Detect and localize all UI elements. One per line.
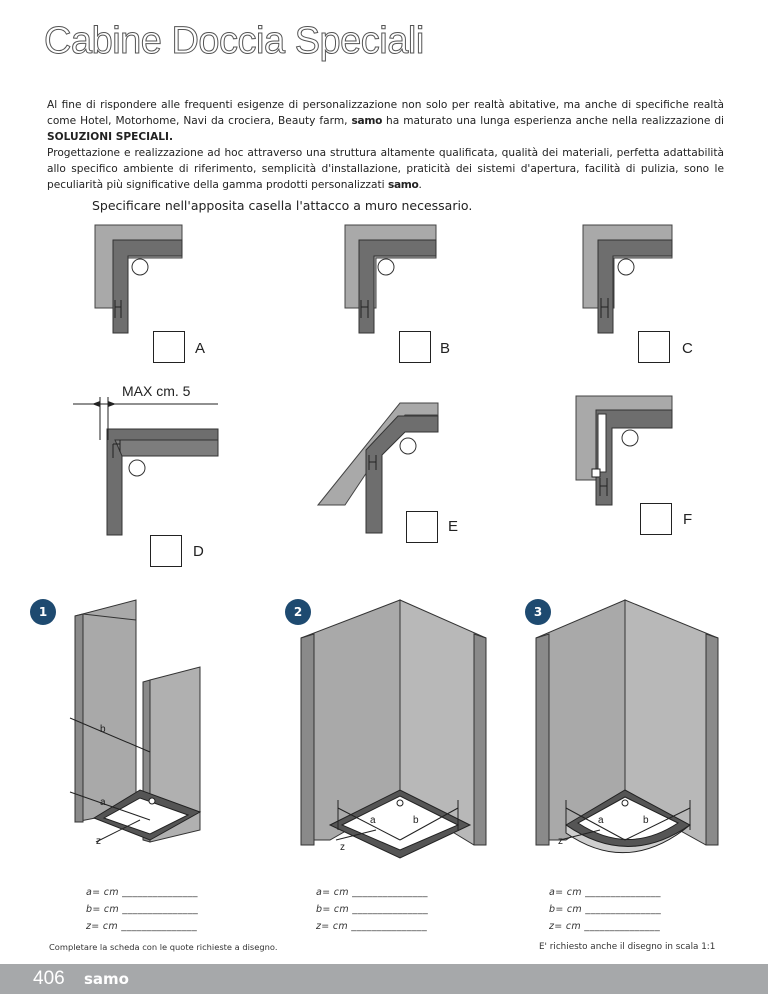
dim-label-z-3: z (558, 836, 563, 847)
footer-brand: samo (84, 970, 129, 988)
dim-label-b-3: b (643, 815, 649, 826)
option-label-a: A (195, 340, 206, 357)
dimension-fields-2 (316, 884, 428, 935)
note-scale-drawing: E' richiesto anche il disegno in scala 1:1 (539, 942, 716, 952)
intro-strong: SOLUZIONI SPECIALI. (47, 131, 173, 143)
dim-label-a-3: a (598, 815, 604, 826)
intro-text: ha maturato una lunga esperienza anche nella realizzazione di (382, 115, 725, 127)
dimension-fields-3 (549, 884, 661, 935)
dim-field-z-3[interactable]: z= cm _______________ (549, 921, 661, 932)
dim-label-z-2: z (340, 842, 345, 853)
dim-field-a-1[interactable]: a= cm _______________ (86, 887, 198, 898)
dimension-fields-1 (86, 884, 198, 935)
dim-label-z-1: z (96, 836, 101, 847)
max-dimension-label: MAX cm. 5 (122, 383, 191, 399)
dim-label-a-2: a (370, 815, 376, 826)
attachment-instruction: Specificare nell'apposita casella l'attacco a muro necessario. (92, 198, 473, 213)
option-label-c: C (682, 340, 693, 357)
option-label-e: E (448, 518, 459, 535)
dim-field-z-1[interactable]: z= cm _______________ (86, 921, 198, 932)
dim-label-b-1: b (100, 724, 106, 735)
brand-name: samo (351, 115, 383, 127)
dim-label-b-2: b (413, 815, 419, 826)
dim-field-b-1[interactable]: b= cm _______________ (86, 904, 199, 915)
page-footer (0, 964, 768, 994)
model-badge-2: 2 (285, 599, 311, 625)
page-number: 406 (33, 968, 65, 989)
dim-field-a-2[interactable]: a= cm _______________ (316, 887, 428, 898)
dim-field-b-2[interactable]: b= cm _______________ (316, 904, 429, 915)
dim-field-a-3[interactable]: a= cm _______________ (549, 887, 661, 898)
intro-text: Progettazione e realizzazione ad hoc attraverso una struttura altamente qualificata, qualità dei materiali, perfetta adattabilità allo specifico ambiente di riferimento, semplicità d'installazione, praticità dei sistemi d'apertura, facilità di pulizia, sono le peculiarità più significative della gamma prodotti personalizzati (47, 147, 724, 191)
model-badge-1: 1 (30, 599, 56, 625)
brand-name: samo (387, 179, 419, 191)
option-label-f: F (683, 511, 693, 528)
model-badge-3: 3 (525, 599, 551, 625)
dim-field-z-2[interactable]: z= cm _______________ (316, 921, 428, 932)
dim-label-a-1: a (100, 797, 106, 808)
dim-field-b-3[interactable]: b= cm _______________ (549, 904, 662, 915)
intro-text: . (418, 179, 422, 191)
page-title: Cabine Doccia Speciali (44, 20, 424, 62)
option-label-d: D (193, 543, 204, 560)
note-complete-form: Completare la scheda con le quote richieste a disegno. (49, 942, 278, 952)
intro-text: Al fine di rispondere alle frequenti esigenze di personalizzazione non solo per realtà abitative, ma anche di specifiche realtà come Hotel, Motorhome, Navi da crociera, Beauty farm, (47, 99, 724, 127)
option-label-b: B (440, 340, 451, 357)
